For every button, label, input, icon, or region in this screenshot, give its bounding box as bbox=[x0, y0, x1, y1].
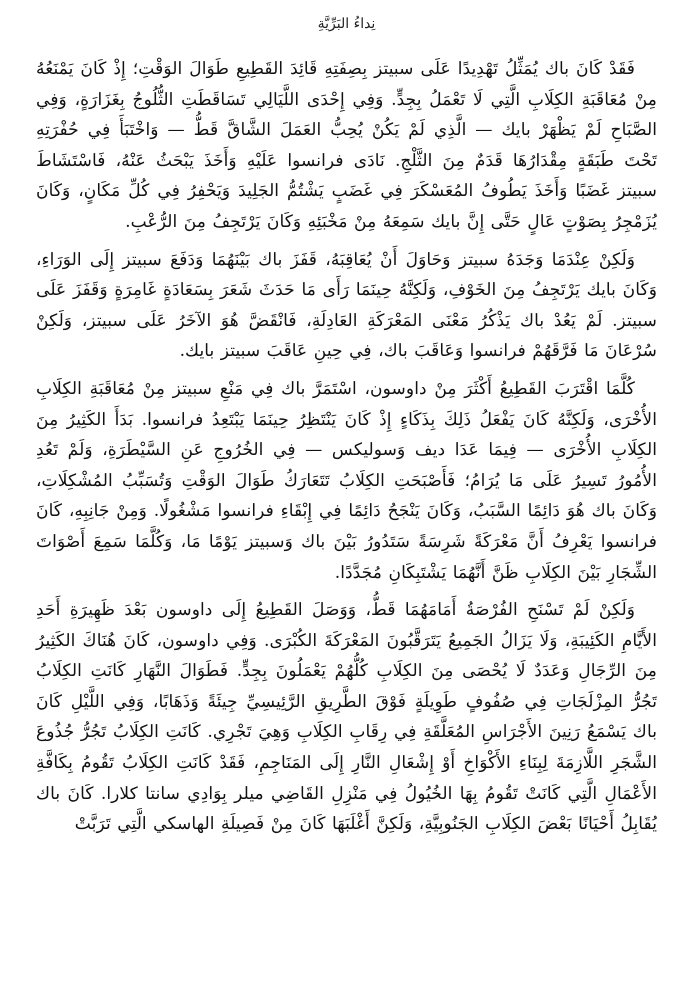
paragraph: وَلَكِنْ لَمْ تَسْنَحِ الفُرْصَةُ أَمَامَهُمَا قَطُّ، وَوَصَلَ القَطِيعُ إِلَى داوسون بَعْدَ ظَهِيرَةِ أَحَدِ الأَيَّامِ الكَئِيبَةِ، وَلَا يَزَالُ الجَمِيعُ يَتَرَقَّبُونَ المَعْرَكَةَ الكُبْرَى. وَفِي داوسون، كَانَ هُنَاكَ الكَثِيرُ مِنَ الرِّجَالِ وَعَدَدٌ لَا يُحْصَى مِنَ الكِلَابِ كُلُّهُمْ يَعْمَلُونَ بِجِدٍّ. فَطَوَالَ النَّهَارِ كَانَتِ الكِلَابُ تَجُرُّ المِزْلَجَاتِ فِي صُفُوفٍ طَوِيلَةٍ فَوْقَ الطَّرِيقِ الرَّئِيسِيِّ جِيئَةً وَذَهَابًا، وَفِي اللَّيْلِ كَانَ باك يَسْمَعُ رَنِينَ الأَجْرَاسِ المُعَلَّقَةِ فِي رِقَابِ الكِلَابِ وَهِيَ تَجْرِي. كَانَتِ الكِلَابُ تَجُرُّ جُذُوعَ الشَّجَرِ اللَّازِمَةَ لِبِنَاءِ الأَكْوَاخِ أَوْ إِشْعَالِ النَّارِ إِلَى المَنَاجِمِ، فَقَدْ كَانَتِ الكِلَابُ تَقُومُ بِكَافَّةِ الأَعْمَالِ الَّتِي كَانَتْ تَقُومُ بِهَا الخُيُولُ فِي مَنْزِلِ القَاضِي ميلر بِوَادِي سانتا كلارا. كَانَ باك يُقَابِلُ أَحْيَانًا بَعْضَ الكِلَابِ الجَنُوبِيَّةِ، وَلَكِنَّ أَغْلَبَهَا كَانَ مِنْ فَصِيلَةِ الهاسكي الَّتِي تَرَبَّتْ bbox=[36, 600, 657, 835]
body-text bbox=[36, 54, 657, 840]
paragraph: وَلَكِنْ عِنْدَمَا وَجَدَهُ سبيتز وَحَاوَلَ أَنْ يُعَاقِبَهُ، قَفَزَ باك بَيْنَهُمَا وَدَفَعَ سبيتز إِلَى الوَرَاءِ، وَكَانَ بايك يَرْتَجِفُ مِنَ الخَوْفِ، وَلَكِنَّهُ حِينَمَا رَأَى مَا حَدَثَ شَعَرَ بِسَعَادَةٍ غَامِرَةٍ وَقَفَزَ عَلَى سبيتز. لَمْ يَعُدْ باك يَذْكُرُ مَعْنَى المَعْرَكَةِ العَادِلَةِ، فَانْقَضَّ هُوَ الآخَرُ عَلَى سبيتز، وَلَكِنْ سُرْعَانَ مَا فَرَّقَهُمْ فرانسوا وَعَاقَبَ باك، فِي حِينِ عَاقَبَ سبيتز بايك. bbox=[36, 249, 657, 362]
running-head: نِداءُ البَرِّيَّةِ bbox=[317, 16, 376, 32]
paragraph: فَقَدْ كَانَ باك يُمَثِّلُ تَهْدِيدًا عَلَى سبيتز بِصِفَتِهِ قَائِدَ القَطِيعِ طَوَالَ الوَقْتِ؛ إِذْ كَانَ يَمْنَعُهُ مِنْ مُعَاقَبَةِ الكِلَابِ الَّتِي لَا تَعْمَلُ بِجِدٍّ. وَفِي إِحْدَى اللَّيَالِي تَسَاقَطَتِ الثُّلُوجُ بِغَزَارَةٍ، وَفِي الصَّبَاحِ لَمْ يَظْهَرْ بايك — الَّذِي لَمْ يَكُنْ يُحِبُّ العَمَلَ الشَّاقَّ قَطُّ — وَاخْتَبَأَ فِي حُفْرَتِهِ تَحْتَ طَبَقَةٍ مِقْدَارُهَا قَدَمٌ مِنَ الثَّلْجِ. نَادَى فرانسوا عَلَيْهِ وَأَخَذَ يَبْحَثُ عَنْهُ، فَاسْتَشَاطَ سبيتز غَضَبًا وَأَخَذَ يَطُوفُ المُعَسْكَرَ فِي غَضَبٍ يَشْتُمُّ الجَلِيدَ وَيَحْفِرُ فِي كُلِّ مَكَانٍ، وَكَانَ يُزَمْجِرُ بِصَوْتٍ عَالٍ حَتَّى إِنَّ بايك سَمِعَهُ مِنْ مَخْبَئِهِ وَكَانَ يَرْتَجِفُ مِنَ الرُّعْبِ. bbox=[36, 59, 657, 232]
paragraph: كُلَّمَا اقْتَرَبَ القَطِيعُ أَكْثَرَ مِنْ داوسون، اسْتَمَرَّ باك فِي مَنْعِ سبيتز مِنْ مُعَاقَبَةِ الكِلَابِ الأُخْرَى، وَلَكِنَّهُ كَانَ يَفْعَلُ ذَلِكَ بِذَكَاءٍ إِذْ كَانَ يَنْتَظِرُ حِينَمَا يَبْتَعِدُ فرانسوا. بَدَأَ الكَثِيرُ مِنَ الكِلَابِ الأُخْرَى — فِيمَا عَدَا ديف وَسوليكس — فِي الخُرُوجِ عَنِ السَّيْطَرَةِ، وَلَمْ تَعُدِ الأُمُورُ تَسِيرُ عَلَى مَا يُرَامُ؛ فَأَصْبَحَتِ الكِلَابُ تَتَعَارَكُ طَوَالَ الوَقْتِ وَتُسَبِّبُ المُشْكِلَاتِ، وَكَانَ باك هُوَ دَائِمًا السَّبَبُ، وَكَانَ يَنْجَحُ دَائِمًا فِي إِبْقَاءِ فرانسوا مَشْغُولًا. وَمِنْ جَانِبِهِ، كَانَ فرانسوا يَعْرِفُ أَنَّ مَعْرَكَةً شَرِسَةً سَتَدُورُ بَيْنَ باك وَسبيتز يَوْمًا مَا، وَكُلَّمَا سَمِعَ أَصْوَاتَ الشِّجَارِ بَيْنَ الكِلَابِ ظَنَّ أَنَّهُمَا يَشْتَبِكَانِ مُجَدَّدًا. bbox=[36, 378, 657, 583]
